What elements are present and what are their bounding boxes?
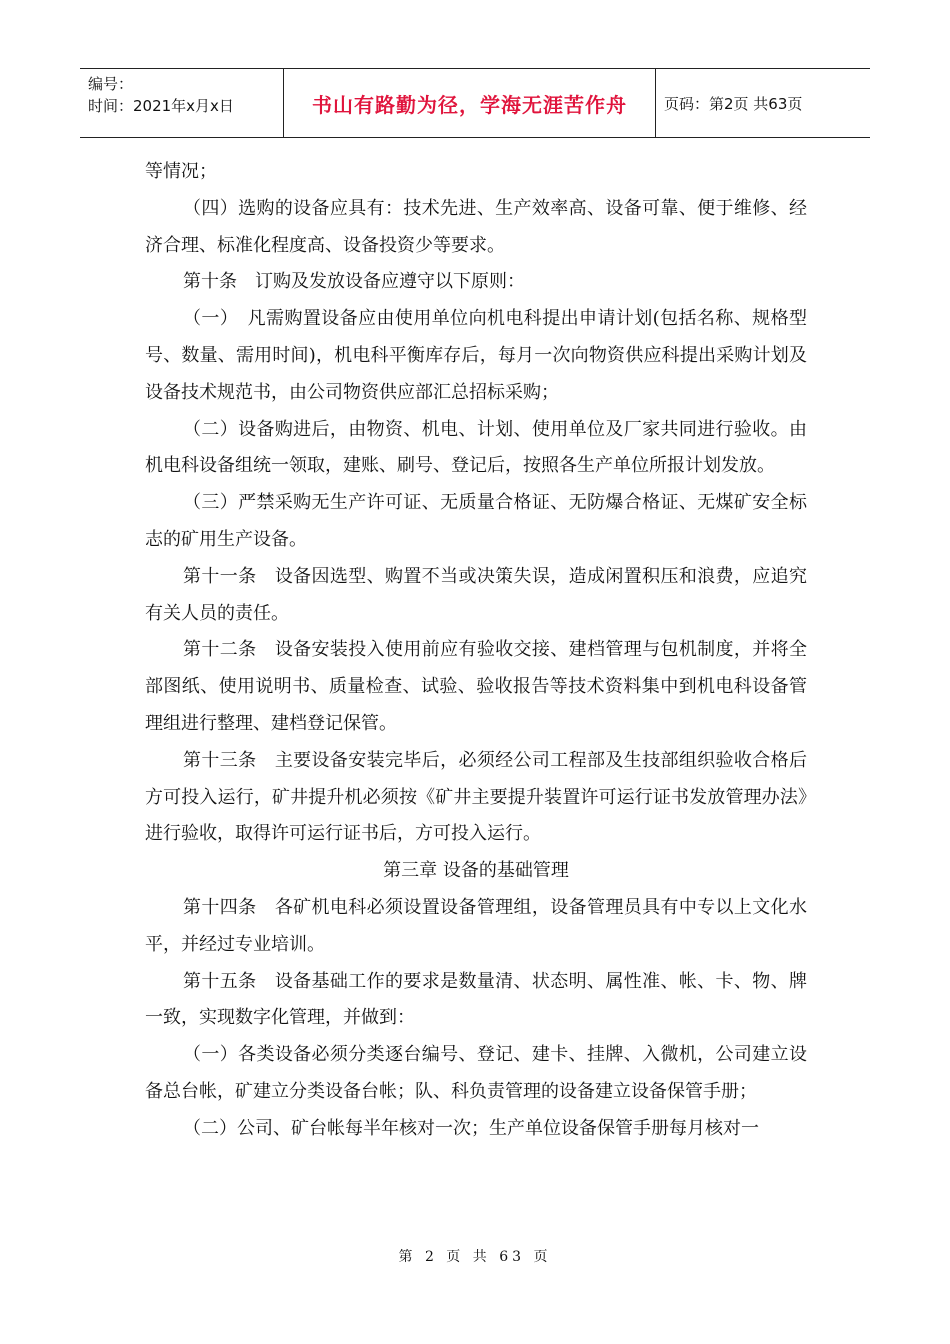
article-paragraph: 第十一条 设备因选型、购置不当或决策失误，造成闲置积压和浪费，应追究有关人员的责任。 — [145, 565, 807, 624]
page-header — [80, 68, 870, 138]
paragraph: （一）各类设备必须分类逐台编号、登记、建卡、挂牌、入微机，公司建立设备总台帐，矿建立分类设备台帐；队、科负责管理的设备建立设备保管手册； — [145, 1044, 807, 1102]
chapter-title: 第三章 设备的基础管理 — [383, 860, 569, 882]
page-footer: 第 2 页 共 63 页 — [398, 1249, 552, 1265]
article-paragraph: 第十三条 主要设备安装完毕后，必须经公司工程部及生技部组织验收合格后方可投入运行，矿井提升机必须按《矿井主要提升装置许可运行证书发放管理办法》进行验收，取得许可运行证书后，方可投入运行。 — [145, 749, 807, 845]
paragraph: （二）设备购进后，由物资、机电、计划、使用单位及厂家共同进行验收。由机电科设备组统一领取，建账、刷号、登记后，按照各生产单位所报计划发放。 — [145, 418, 807, 477]
header-info — [80, 69, 283, 137]
document-date-label: 时间：2021年x月x日 — [88, 97, 234, 115]
article-paragraph: 第十二条 设备安装投入使用前应有验收交接、建档管理与包机制度，并将全部图纸、使用说明书、质量检查、试验、验收报告等技术资料集中到机电科设备管理组进行整理、建档登记保管。 — [145, 639, 807, 734]
header-page-number: 页码：第2页 共63页 — [664, 94, 803, 113]
document-body — [145, 154, 807, 1148]
article-paragraph: 第十五条 设备基础工作的要求是数量清、状态明、属性准、帐、卡、物、牌一致，实现数字化管理，并做到： — [145, 970, 807, 1029]
paragraph: （二）公司、矿台帐每半年核对一次；生产单位设备保管手册每月核对一 — [183, 1117, 759, 1139]
paragraph: （一） 凡需购置设备应由使用单位向机电科提出申请计划(包括名称、规格型号、数量、需用时间)，机电科平衡库存后，每月一次向物资供应科提出采购计划及设备技术规范书，由公司物资供应部汇总招标采购； — [145, 308, 807, 403]
paragraph: （三）严禁采购无生产许可证、无质量合格证、无防爆合格证、无煤矿安全标志的矿用生产设备。 — [145, 492, 807, 550]
article-heading: 第十条 订购及发放设备应遵守以下原则： — [183, 271, 525, 293]
article-paragraph: 第十四条 各矿机电科必须设置设备管理组，设备管理员具有中专以上文化水平，并经过专业培训。 — [145, 896, 807, 955]
header-motto: 书山有路勤为径，学海无涯苦作舟 — [283, 69, 656, 137]
paragraph: 等情况； — [145, 161, 217, 182]
document-number-label: 编号： — [88, 75, 134, 93]
paragraph: （四）选购的设备应具有：技术先进、生产效率高、设备可靠、便于维修、经济合理、标准化程度高、设备投资少等要求。 — [145, 197, 807, 256]
